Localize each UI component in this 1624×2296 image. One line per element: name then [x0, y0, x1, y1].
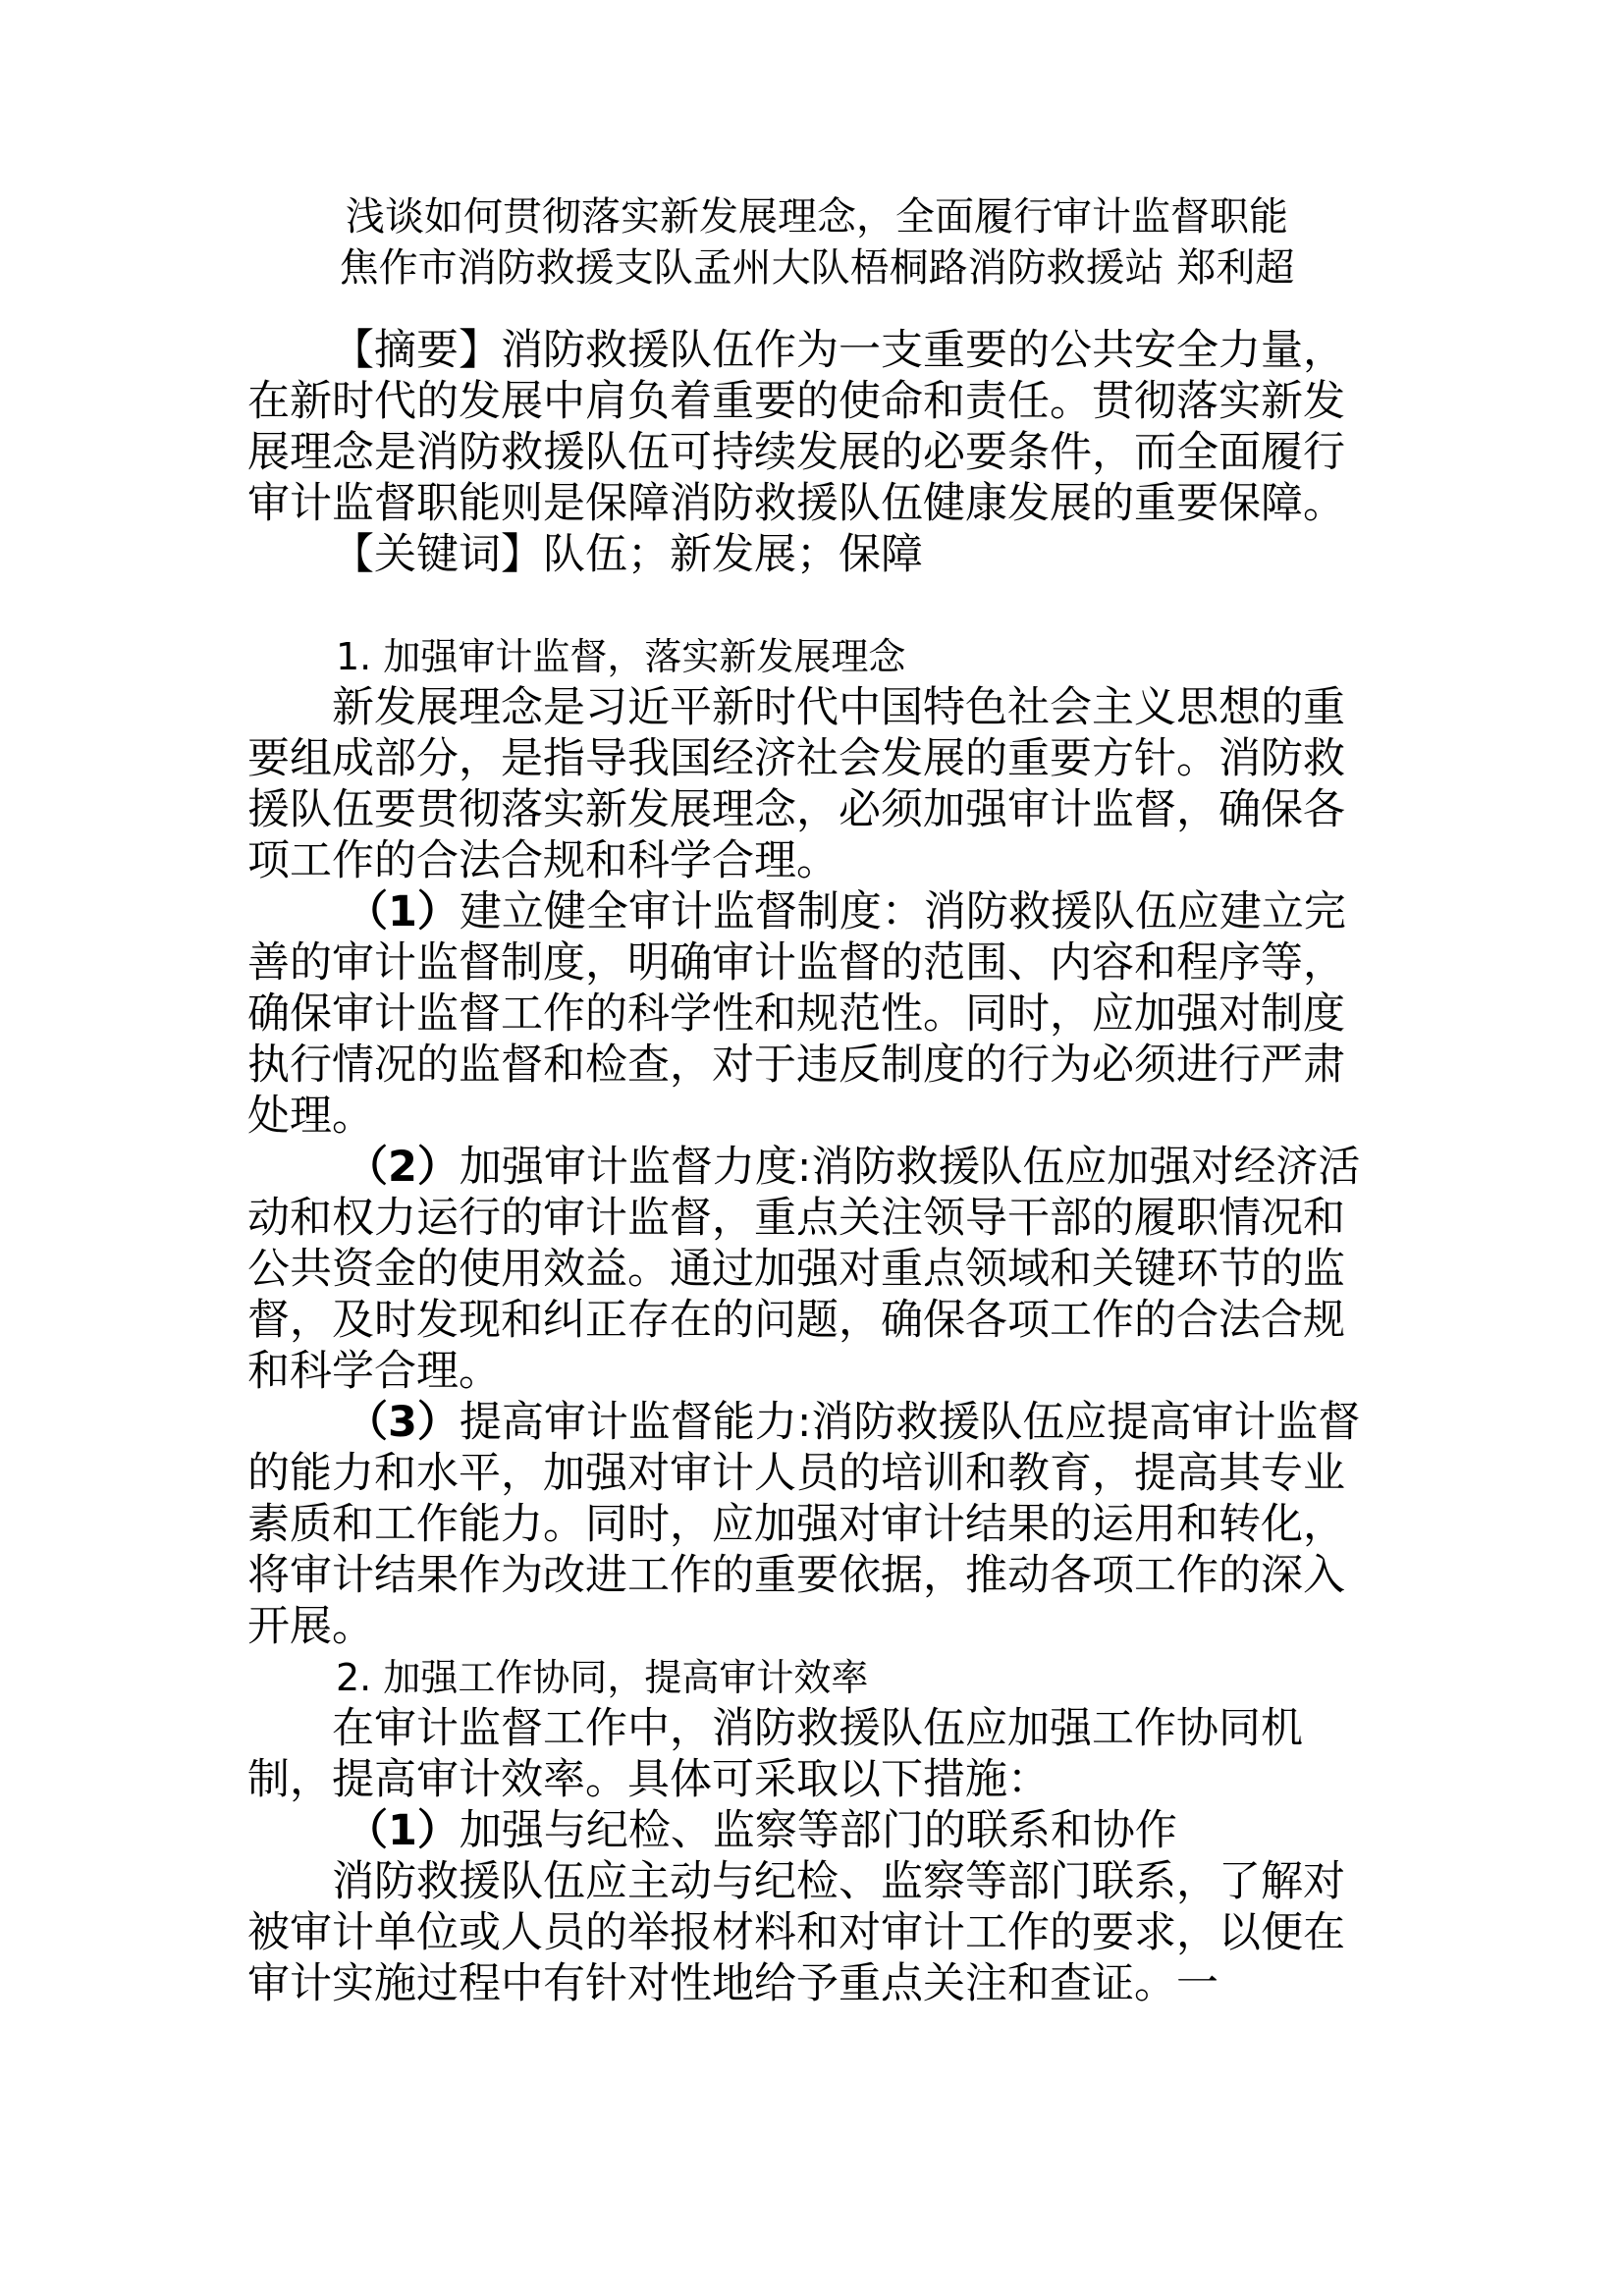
section-1-heading: 1. 加强审计监督，落实新发展理念	[336, 635, 906, 678]
abstract-paragraph: 【摘要】消防救援队伍作为一支重要的公共安全力量，在新时代的发展中肩负着重要的使命和责任。贯彻落实新发展理念是消防救援队伍可持续发展的必要条件，而全面履行审计监督职能则是保障消防救援队伍健康发展的重要保障。	[247, 326, 1345, 528]
item-text: 加强与纪检、监察等部门的联系和协作	[459, 1806, 1177, 1855]
section-2-intro: 在审计监督工作中，消防救援队伍应加强工作协同机制，提高审计效率。具体可采取以下措施：	[247, 1704, 1303, 1804]
document-body	[247, 325, 1386, 2009]
section-2-item-1	[247, 1805, 1386, 1856]
section-1-item-3	[247, 1397, 1386, 1652]
section-2-heading: 2. 加强工作协同，提高审计效率	[336, 1656, 869, 1699]
item-text: 提高审计监督能力:消防救援队伍应提高审计监督的能力和水平，加强对审计人员的培训和教育，提高其专业素质和工作能力。同时，应加强对审计结果的运用和转化，将审计结果作为改进工作的重要依据，推动各项工作的深入开展。	[247, 1398, 1361, 1651]
item-number: （3）	[346, 1398, 460, 1447]
section-1-intro: 新发展理念是习近平新时代中国特色社会主义思想的重要组成部分，是指导我国经济社会发展的重要方针。消防救援队伍要贯彻落实新发展理念，必须加强审计监督，确保各项工作的合法合规和科学合理。	[247, 683, 1345, 885]
document-title: 浅谈如何贯彻落实新发展理念，全面履行审计监督职能	[346, 194, 1288, 240]
item-text: 建立健全审计监督制度：消防救援队伍应建立完善的审计监督制度，明确审计监督的范围、内容和程序等，确保审计监督工作的科学性和规范性。同时，应加强对制度执行情况的监督和检查，对于违反制度的行为必须进行严肃处理。	[247, 887, 1346, 1141]
item-number: （2）	[346, 1143, 460, 1192]
item-number: （1）	[346, 887, 460, 936]
section-2-item-1-body: 消防救援队伍应主动与纪检、监察等部门联系，了解对被审计单位或人员的举报材料和对审计工作的要求，以便在审计实施过程中有针对性地给予重点关注和查证。一	[247, 1857, 1345, 2008]
section-1-item-2	[247, 1142, 1386, 1397]
section-1-item-1	[247, 886, 1386, 1142]
author-line: 焦作市消防救援支队孟州大队梧桐路消防救援站 郑利超	[339, 245, 1295, 291]
title-block	[247, 191, 1386, 294]
keywords-paragraph: 【关键词】队伍；新发展；保障	[332, 530, 923, 579]
document-page	[247, 191, 1386, 2009]
item-text: 加强审计监督力度:消防救援队伍应加强对经济活动和权力运行的审计监督，重点关注领导干部的履职情况和公共资金的使用效益。通过加强对重点领域和关键环节的监督，及时发现和纠正存在的问题，确保各项工作的合法合规和科学合理。	[247, 1143, 1361, 1396]
spacer	[247, 580, 1386, 631]
item-number: （1）	[346, 1806, 460, 1855]
